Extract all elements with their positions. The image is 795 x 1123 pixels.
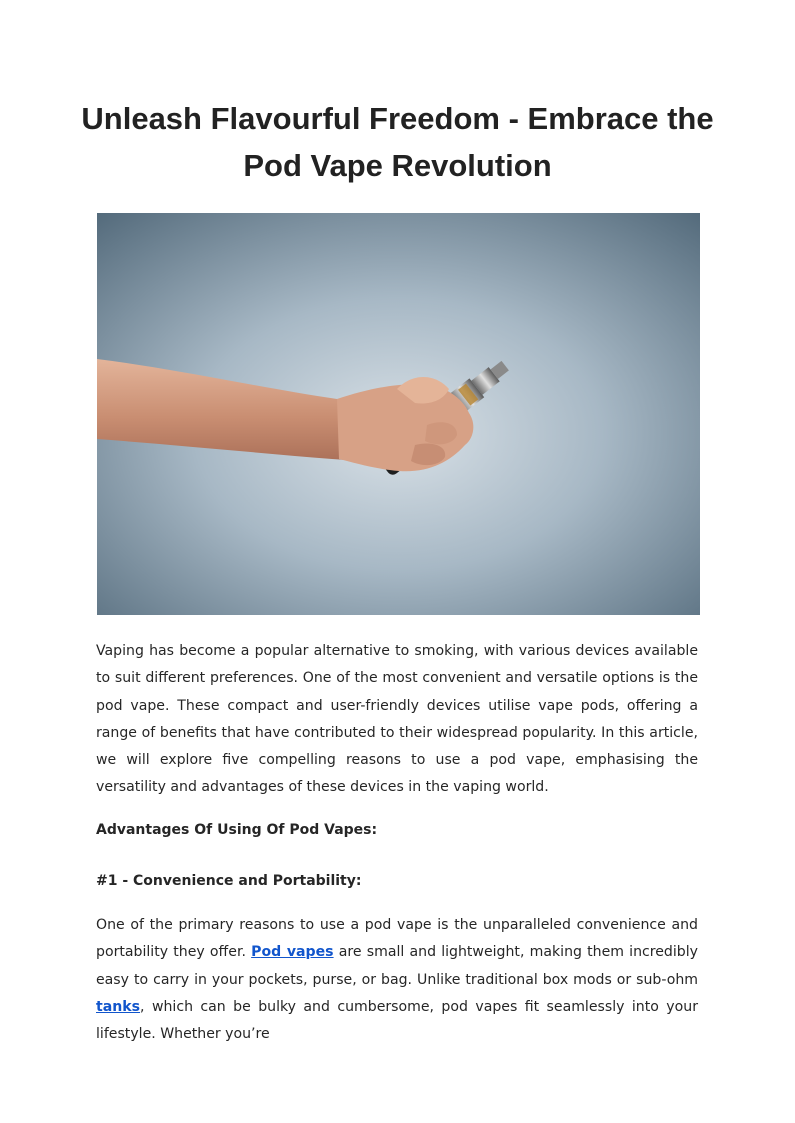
intro-paragraph: Vaping has become a popular alternative to smoking, with various devices available to suit different preferences. One of the most convenient and versatile options is the pod vape. These compact and user-friendly devices utilise vape pods, offering a range of benefits that have contributed to their widespread popularity. In this article, we will explore five compelling reasons to use a pod vape, emphasising the versatility and advantages of these devices in the vaping world.	[96, 643, 698, 796]
hero-image	[97, 213, 700, 615]
article-title	[60, 95, 735, 189]
pod-vapes-link[interactable]: Pod vapes	[251, 944, 334, 961]
article-title-line-1: Unleash Flavourful Freedom - Embrace the	[81, 101, 714, 136]
sub-heading: #1 - Convenience and Portability:	[96, 873, 362, 889]
convenience-paragraph: One of the primary reasons to use a pod vape is the unparalleled convenience and portability they offer. Pod vapes are small and lightweight, making them incredibly easy to carry in your pockets, purse, or bag. Unlike traditional box mods or sub-ohm tanks, which can be bulky and cumbersome, pod vapes fit seamlessly into your lifestyle. Whether you’re	[96, 917, 699, 1043]
hand-holding-vape-illustration	[97, 213, 700, 615]
article-title-line-2: Pod Vape Revolution	[243, 148, 552, 183]
section-heading: Advantages Of Using Of Pod Vapes:	[96, 822, 378, 838]
tanks-link[interactable]: tanks	[96, 998, 141, 1015]
